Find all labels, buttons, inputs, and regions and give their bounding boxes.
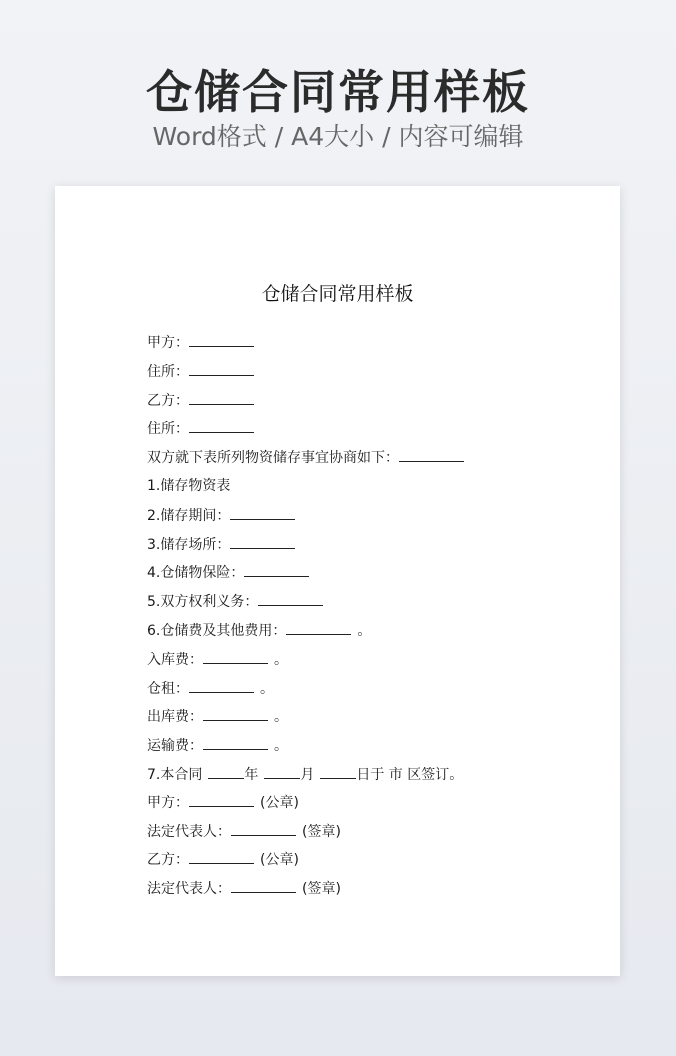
item7-day-blank[interactable] [320, 764, 356, 779]
item6-blank[interactable] [286, 620, 351, 635]
document-title: 仓储合同常用样板 [261, 283, 414, 305]
fee-rent-period: 。 [260, 681, 274, 697]
address-a-blank[interactable] [189, 361, 254, 376]
fee-transport-label: 运输费： [147, 738, 203, 754]
address-b-label: 住所： [147, 421, 189, 437]
rep-a-line [147, 821, 341, 842]
party-b-label: 乙方： [147, 393, 189, 409]
page-subtitle: Word格式 / A4大小 / 内容可编辑 [152, 122, 524, 151]
fee-transport-period: 。 [274, 738, 288, 754]
rep-a-blank[interactable] [231, 821, 296, 836]
item7-suffix: 日于 市 区签订。 [356, 767, 464, 783]
party-b-line [147, 390, 254, 411]
sign-a-label: 甲方： [147, 795, 189, 811]
fee-transport-line [147, 735, 288, 756]
rep-b-label: 法定代表人： [147, 881, 231, 897]
item7-month-blank[interactable] [264, 764, 300, 779]
fee-in-blank[interactable] [203, 649, 268, 664]
item7-year-blank[interactable] [208, 764, 244, 779]
fee-transport-blank[interactable] [203, 735, 268, 750]
intro-text: 双方就下表所列物资储存事宜协商如下： [147, 450, 399, 466]
item5-label: 5.双方权利义务： [147, 594, 259, 610]
party-a-blank[interactable] [189, 332, 254, 347]
fee-in-line [147, 649, 288, 670]
party-a-label: 甲方： [147, 335, 189, 351]
item7-prefix: 7.本合同 [147, 767, 203, 783]
item1-text: 1.储存物资表 [147, 478, 231, 494]
item7-line [147, 764, 463, 785]
item1-line [147, 476, 230, 496]
item2-line [147, 505, 295, 526]
document-page [55, 186, 620, 976]
sign-b-label: 乙方： [147, 852, 189, 868]
rep-a-seal: (签章) [302, 824, 341, 840]
fee-in-label: 入库费： [147, 652, 203, 668]
party-b-blank[interactable] [189, 390, 254, 405]
address-a-label: 住所： [147, 364, 189, 380]
fee-in-period: 。 [274, 652, 288, 668]
item3-line [147, 534, 295, 555]
sign-b-line [147, 849, 299, 870]
intro-line [147, 447, 464, 468]
fee-out-line [147, 706, 288, 727]
item6-label: 6.仓储费及其他费用： [147, 623, 287, 639]
item6-line [147, 620, 371, 641]
rep-a-label: 法定代表人： [147, 824, 231, 840]
sign-a-seal: (公章) [260, 795, 299, 811]
item7-year: 年 [244, 767, 259, 783]
fee-rent-line [147, 678, 274, 699]
item5-blank[interactable] [258, 591, 323, 606]
sign-a-blank[interactable] [189, 792, 254, 807]
item6-period: 。 [357, 623, 372, 639]
sign-b-blank[interactable] [189, 849, 254, 864]
rep-b-line [147, 878, 341, 899]
address-a-line [147, 361, 254, 382]
fee-out-blank[interactable] [203, 706, 268, 721]
item4-line [147, 562, 309, 583]
item4-label: 4.仓储物保险： [147, 565, 245, 581]
sign-b-seal: (公章) [260, 852, 299, 868]
item4-blank[interactable] [244, 562, 309, 577]
item3-blank[interactable] [230, 534, 295, 549]
address-b-line [147, 418, 254, 439]
item7-month: 月 [300, 767, 315, 783]
rep-b-seal: (签章) [302, 881, 341, 897]
item2-blank[interactable] [230, 505, 295, 520]
sign-a-line [147, 792, 299, 813]
address-b-blank[interactable] [189, 418, 254, 433]
item5-line [147, 591, 323, 612]
fee-out-label: 出库费： [147, 709, 203, 725]
fee-out-period: 。 [274, 709, 288, 725]
fee-rent-blank[interactable] [189, 678, 254, 693]
page-title: 仓储合同常用样板 [146, 65, 530, 119]
item2-label: 2.储存期间： [147, 508, 231, 524]
item3-label: 3.储存场所： [147, 537, 231, 553]
rep-b-blank[interactable] [231, 878, 296, 893]
intro-blank[interactable] [399, 447, 464, 462]
fee-rent-label: 仓租： [147, 681, 189, 697]
party-a-line [147, 332, 254, 353]
